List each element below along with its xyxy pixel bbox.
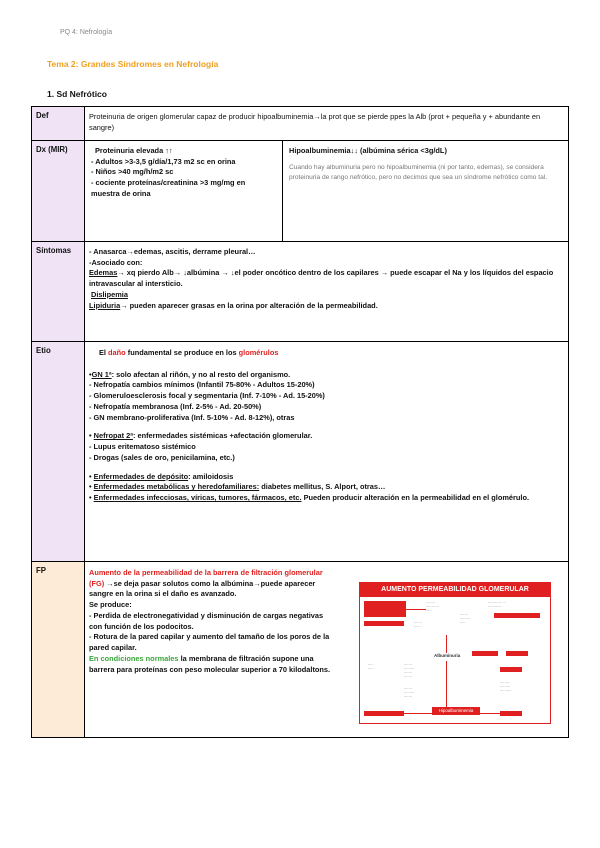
diagram-box — [472, 651, 498, 656]
etio-intro-glomerulos: glomérulos — [238, 348, 279, 357]
diagram-note: ········ ···· ·· ············ — [488, 601, 506, 610]
sintomas-lipiduria — [89, 301, 564, 312]
label-dx: Dx (MIR) — [32, 141, 85, 242]
def-text: Proteinuria de origen glomerular capaz de producir hipoalbuminemia→la prot que se pierde ppes la Alb (prot + pequeña y + abundante en sangre) — [85, 107, 569, 141]
diagram-connector — [404, 713, 432, 714]
gn1-item: - Nefropatía cambios mínimos (Infantil 75-80% - Adultos 15-20%) — [89, 380, 315, 390]
diagram-note: ·· ····· ········ ··· ····· — [426, 601, 440, 614]
etio-intro-mid: fundamental se produce en los — [125, 348, 239, 357]
diagram-title: AUMENTO PERMEABILIDAD GLOMERULAR — [360, 583, 550, 597]
fp-content — [85, 562, 569, 738]
diagram-box — [500, 711, 522, 716]
sintomas-line: -Asociado con: — [89, 257, 143, 267]
fp-intro — [89, 568, 337, 600]
label-sintomas: Síntomas — [32, 242, 85, 342]
label-def: Def — [32, 107, 85, 141]
diagram-box — [364, 621, 404, 626]
diagram-note: ····· ····· — [368, 663, 374, 672]
diagram-note: ······· ········· ····· — [460, 613, 471, 626]
gn1-item: - Glomeruloesclerosis focal y segmentaria (Inf. 7-10% - Ad. 15-20%) — [89, 391, 325, 401]
lipiduria-label: Lipiduria — [89, 300, 121, 310]
row-fp — [32, 562, 569, 738]
infecciosas-text: Pueden producir alteración en la permeabilidad en el glomérulo. — [301, 493, 530, 503]
gn2-text: : enfermedades sistémicas +afectación glomerular. — [132, 431, 313, 441]
fp-intro-after: →se deja pasar solutos como la albúmina→puede aparecer sangre en la orina si el daño es avanzado. — [89, 578, 316, 599]
sintomas-line: - Anasarca→edemas, ascitis, derrame pleural… — [89, 247, 256, 256]
diagram-bottom-label: Hipoalbuminemia — [438, 708, 474, 713]
sintomas-content — [85, 242, 569, 342]
diagram-note: ········ ········· ·········· — [500, 681, 512, 694]
deposito-label: Enfermedades de depósito — [93, 471, 189, 481]
dx-left-item: - Adultos >3-3,5 g/día/1,73 m2 sc en orina — [91, 156, 236, 166]
metabolicas-text: diabetes mellitus, S. Alport, otras… — [259, 482, 386, 492]
gn2-item: - Lupus eritematoso sistémico — [89, 442, 196, 452]
dx-left-title: Proteinuria elevada ↑↑ — [95, 146, 173, 155]
dx-left-item: - cociente proteínas/creatinina >3 mg/mg en muestra de orina — [91, 178, 246, 198]
diagram-box — [364, 711, 404, 716]
diagram-connector — [406, 609, 426, 610]
etio-intro-damage: daño — [108, 348, 126, 357]
dx-left — [85, 141, 283, 241]
diagram-connector — [446, 661, 447, 711]
etio-metabolicas: • Enfermedades metabólicas y heredofamiliares: diabetes mellitus, S. Alport, otras… — [89, 482, 386, 492]
diagram-center: Albuminuria — [434, 653, 461, 658]
dx-right-note: Cuando hay albuminuria pero no hipoalbuminemia (ni por tanto, edemas), se considera — [289, 163, 544, 171]
diagram-box — [494, 613, 540, 618]
dx-content — [85, 141, 569, 242]
fp-red-text: Aumento de la permeabilidad de la barrera de filtración glomerular (FG) — [89, 568, 323, 588]
gn1-item: - Nefropatía membranosa (Inf. 2-5% - Ad. 20-50%) — [89, 401, 262, 411]
fp-normal-after: la membrana de filtración supone una barrera para proteínas con peso molecular superior a 70 kilodaltons. — [89, 653, 331, 674]
fp-produce: Se produce: — [89, 600, 132, 610]
permeability-diagram — [359, 582, 551, 724]
dx-right — [283, 141, 569, 241]
lipiduria-text: → pueden aparecer grasas en la orina por alteración de la permeabilidad. — [120, 300, 378, 310]
diagram-box — [500, 667, 522, 672]
diagram-bottom-box — [432, 707, 480, 715]
etio-content — [85, 342, 569, 562]
diagram-note: ······· ······ — [414, 621, 422, 630]
diagram-connector — [446, 635, 447, 653]
gn2-label: Nefropat 2ª — [93, 431, 133, 441]
diagram-note: ······· ········· ······· — [404, 687, 415, 700]
fp-green-text: En condiciones normales — [89, 653, 179, 663]
edemas-label: Edemas — [89, 268, 118, 278]
fp-normal — [89, 654, 337, 675]
infecciosas-label: Enfermedades infecciosas, víricas, tumores, fármacos, etc. — [93, 493, 302, 503]
etio-gn2: • Nefropat 2ª: enfermedades sistémicas +afectación glomerular. — [89, 431, 313, 441]
dx-right-note: proteinuria de rango nefrótico, pero no decimos que sea un síndrome nefrótico como tal. — [289, 173, 548, 181]
deposito-text: : amiloidosis — [188, 471, 234, 481]
dx-right-title: Hipoalbuminemia↓↓ (albúmina sérica <3g/dL) — [289, 146, 447, 155]
fp-item: - Perdida de electronegatividad y disminución de cargas negativas con función de los podocitos. — [89, 610, 324, 631]
diagram-box — [506, 651, 528, 656]
edemas-text: → xq pierdo Alb→ ↓albúmina → ↓el poder oncótico dentro de los capilares → puede escapar el Na y los líquidos del espacio intravascular al intersticio. — [89, 268, 554, 289]
dx-left-item: - Niños >40 mg/h/m2 sc — [91, 167, 174, 177]
etio-deposito: • Enfermedades de depósito: amiloidosis — [89, 471, 234, 481]
label-fp: FP — [32, 562, 85, 738]
etio-intro-pre: El — [99, 348, 109, 357]
running-header: PQ 4: Nefrología — [60, 29, 113, 36]
gn1-label: GN 1ª — [91, 369, 112, 379]
label-etio: Etio — [32, 342, 85, 562]
sintomas-dislipemia: Dislipemia — [91, 289, 128, 299]
gn1-text: : solo afectan al riñón, y no al resto del organismo. — [111, 369, 291, 379]
row-def — [32, 107, 569, 141]
row-etio — [32, 342, 569, 562]
sintomas-edemas — [89, 268, 564, 289]
row-dx — [32, 141, 569, 242]
fp-item: - Rotura de la pared capilar y aumento del tamaño de los poros de la pared capilar. — [89, 632, 330, 653]
diagram-box — [364, 601, 406, 617]
etio-intro — [89, 348, 564, 359]
etio-infecciosas: • Enfermedades infecciosas, víricas, tumores, fármacos, etc. Pueden producir alteración en la permeabilidad en el glomérulo. — [89, 493, 530, 503]
row-sintomas — [32, 242, 569, 342]
gn1-item: - GN membrano-proliferativa (Inf. 5-10% - Ad. 8-12%), otras — [89, 412, 295, 422]
section-title: 1. Sd Nefrótico — [47, 89, 107, 99]
topic-title: Tema 2: Grandes Síndromes en Nefrología — [47, 59, 219, 69]
metabolicas-label: Enfermedades metabólicas y heredofamiliares: — [93, 482, 260, 492]
etio-gn1: •GN 1ª: solo afectan al riñón, y no al resto del organismo. — [89, 369, 291, 379]
diagram-connector — [480, 713, 500, 714]
gn2-item: - Drogas (sales de oro, penicilamina, etc.) — [89, 452, 235, 462]
syndrome-table — [31, 106, 569, 738]
diagram-note: ······· ········· ······· ······· — [404, 663, 415, 680]
